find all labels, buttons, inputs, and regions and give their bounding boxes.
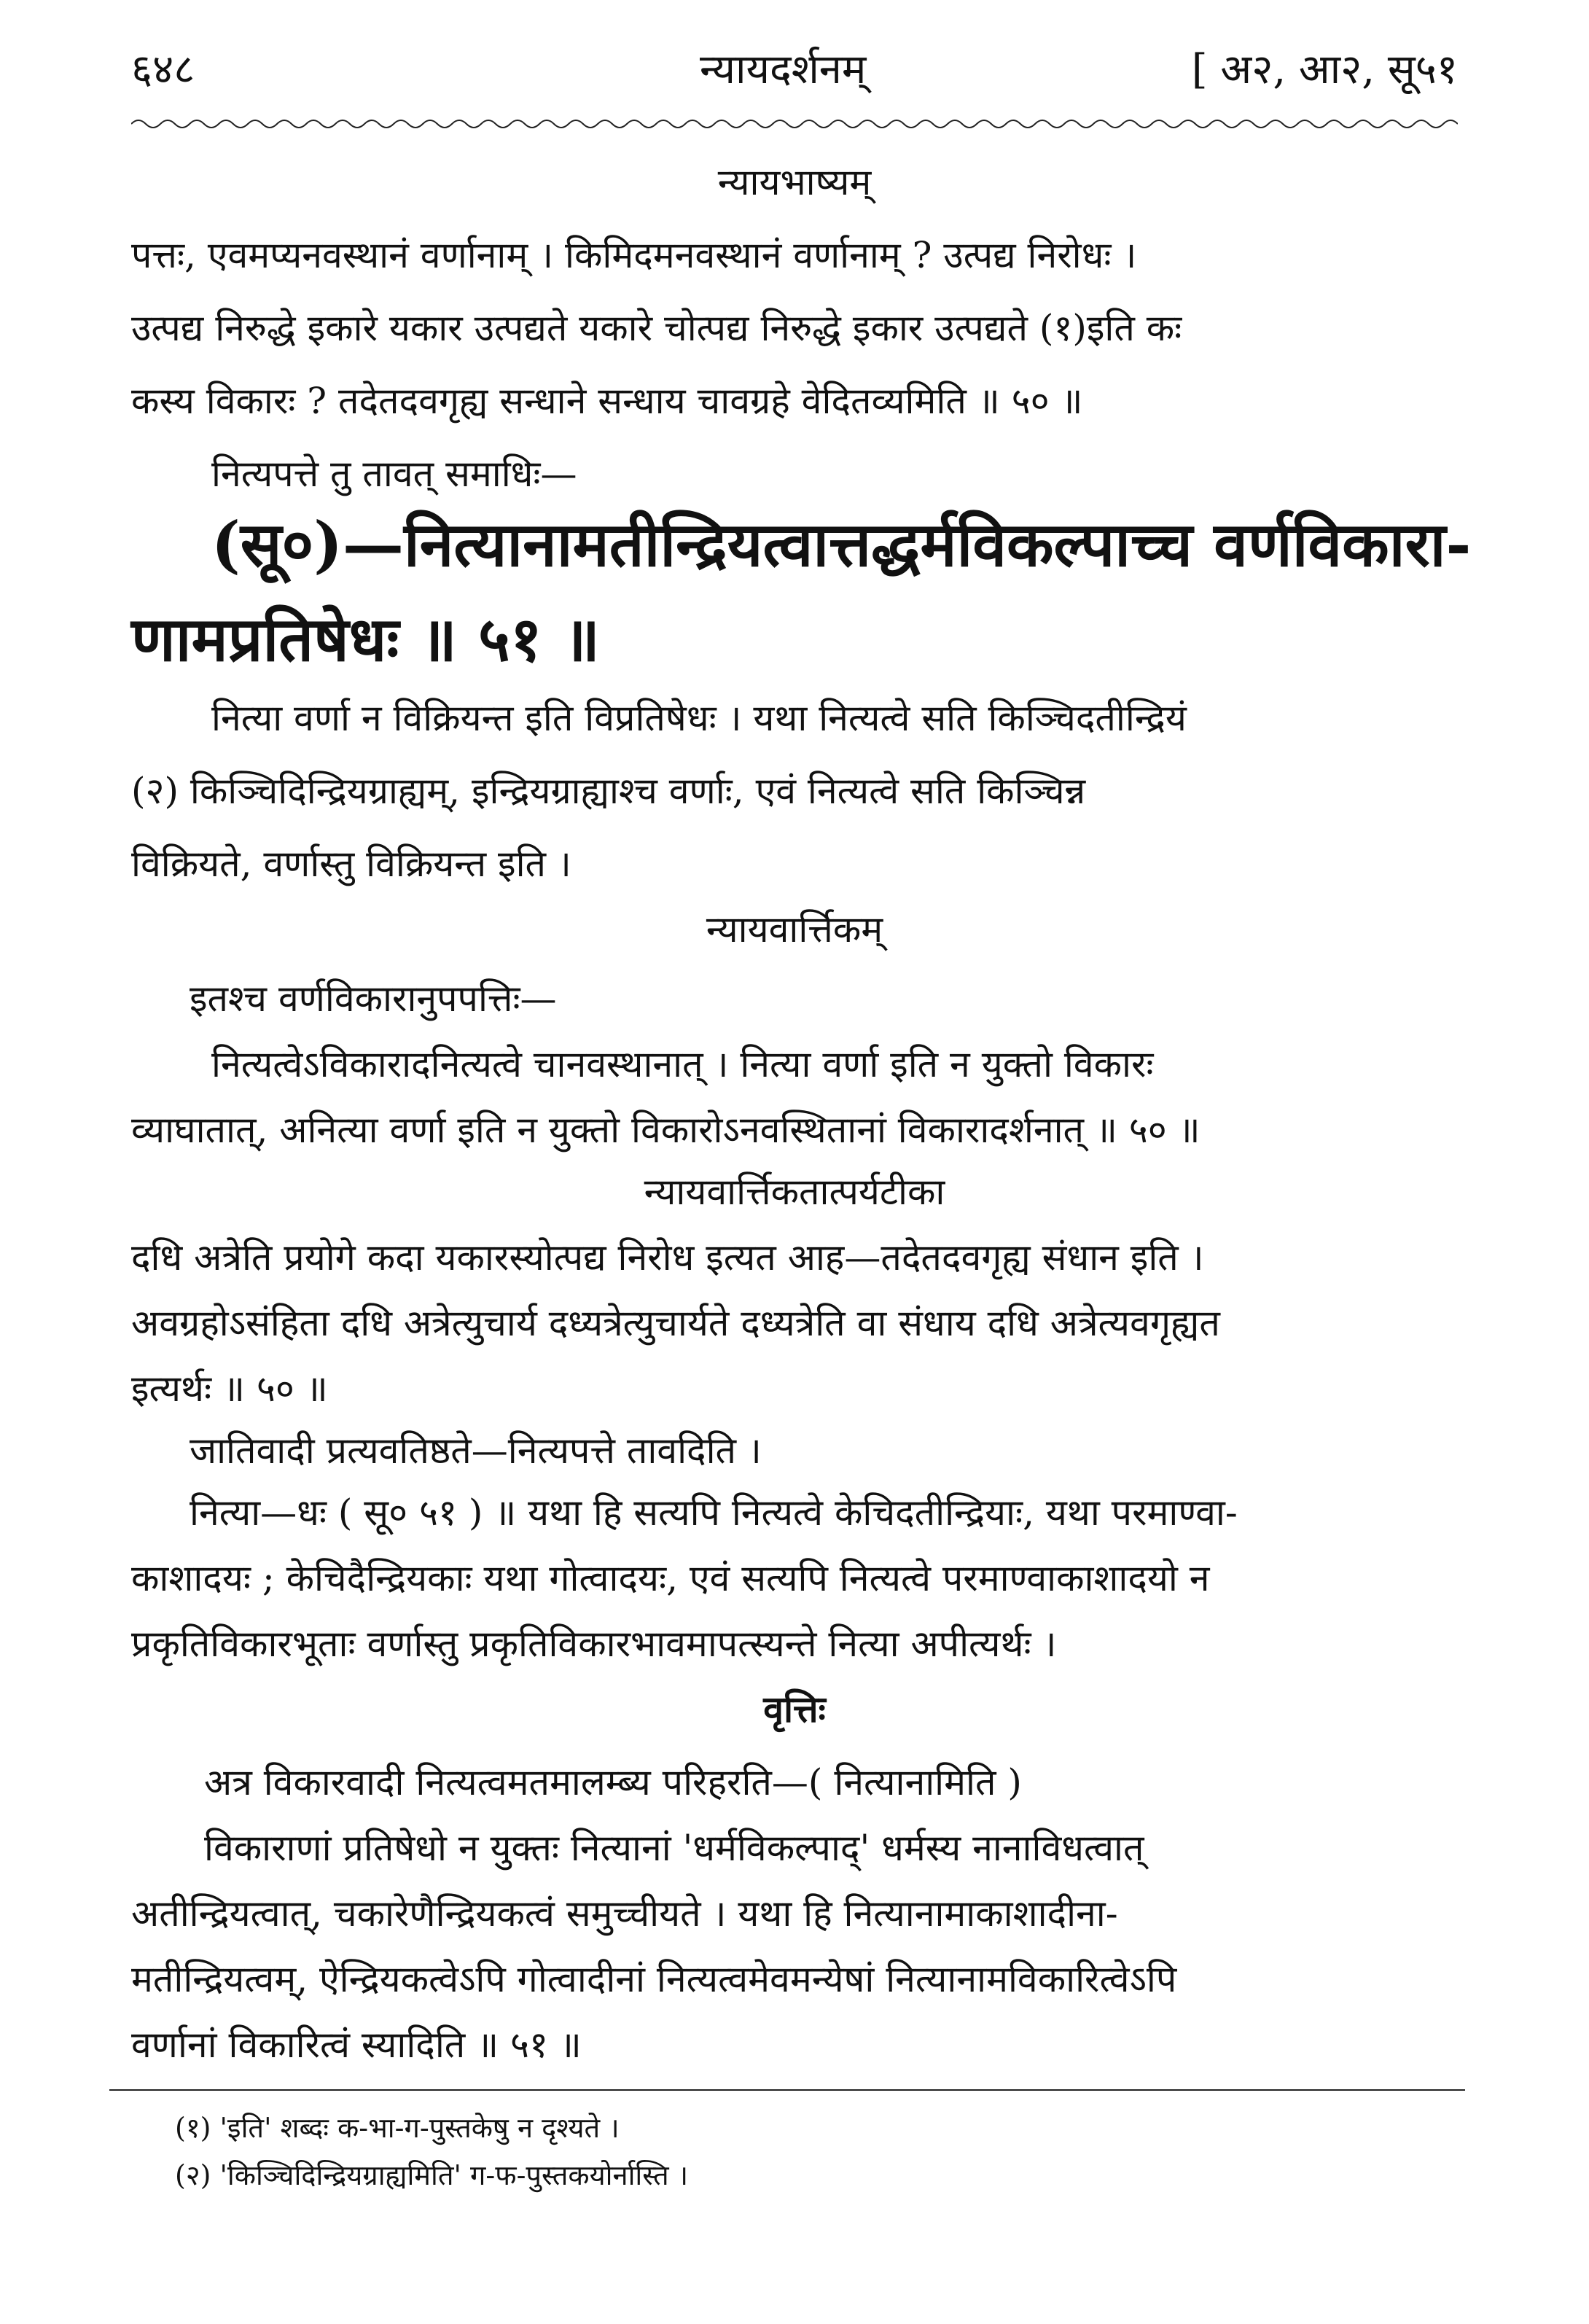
footnote: (२) 'किञ्चिदिन्द्रियग्राह्यमिति' ग-फ-पुस्तकयोर्नास्ति । [175,2159,689,2191]
text-line: कस्य विकारः ? तदेतदवगृह्य सन्धाने सन्धाय चावग्रहे वेदितव्यमिति ॥ ५० ॥ [131,380,1083,422]
heading-nyayavarttikam: न्यायवार्त्तिकम् [706,908,883,951]
text-line: इतश्च वर्णविकारानुपपत्तिः— [190,978,557,1020]
section-reference: [ अ२, आ२, सू५१ [1191,46,1458,93]
page-number: ६४८ [131,46,195,93]
sutra-line: णामप्रतिषेधः ॥ ५१ ॥ [131,603,601,675]
text-line: इत्यर्थः ॥ ५० ॥ [131,1368,328,1410]
footnote-rule [109,2089,1465,2091]
heading-tatparyatika: न्यायवार्त्तिकतात्पर्यटीका [644,1171,945,1213]
text-line: दधि अत्रेति प्रयोगे कदा यकारस्योत्पद्य निरोध इत्यत आह—तदेतदवगृह्य संधान इति । [131,1236,1204,1279]
text-line: नित्यपत्ते तु तावत् समाधिः— [211,453,577,495]
text-line: विकाराणां प्रतिषेधो न युक्तः नित्यानां 'धर्मविकल्पाद्' धर्मस्य नानाविधत्वात् [204,1827,1144,1869]
sutra-line: (सू०)—नित्यानामतीन्द्रियत्वात्तद्धर्मविकल्पाच्च वर्णविकारा- [211,508,1472,580]
running-title: न्यायदर्शनम् [700,46,867,93]
text-line: पत्तः, एवमप्यनवस्थानं वर्णानाम् । किमिदमनवस्थानं वर्णानाम् ? उत्पद्य निरोधः । [131,234,1137,276]
text-line: मतीन्द्रियत्वम्, ऐन्द्रियकत्वेऽपि गोत्वादीनां नित्यत्वमेवमन्येषां नित्यानामविकारित्वेऽपि [131,1958,1177,2000]
text-line: अतीन्द्रियत्वात्, चकारेणैन्द्रियकत्वं समुच्चीयते । यथा हि नित्यानामाकाशादीना- [131,1892,1118,1935]
text-line: व्याघातात्, अनित्या वर्णा इति न युक्तो विकारोऽनवस्थितानां विकारादर्शनात् ॥ ५० ॥ [131,1109,1200,1151]
text-line: नित्या वर्णा न विक्रियन्त इति विप्रतिषेधः । यथा नित्यत्वे सति किञ्चिदतीन्द्रियं [211,697,1187,739]
text-line: जातिवादी प्रत्यवतिष्ठते—नित्यपत्ते तावदिति । [190,1430,762,1472]
heading-nyayabhashyam: न्यायभाष्यम् [717,161,872,203]
text-line: उत्पद्य निरुद्धे इकारे यकार उत्पद्यते यकारे चोत्पद्य निरुद्धे इकार उत्पद्यते (१)इति कः [131,307,1182,349]
footnote: (१) 'इति' शब्दः क-भा-ग-पुस्तकेषु न दृश्यते । [175,2112,620,2144]
text-line: अवग्रहोऽसंहिता दधि अत्रेत्युचार्य दध्यत्रेत्युचार्यते दध्यत्रेति वा संधाय दधि अत्रेत्यवगृह्यत [131,1302,1220,1344]
header-wavy-rule [131,117,1458,131]
text-line: नित्या—धः ( सू० ५१ ) ॥ यथा हि सत्यपि नित्यत्वे केचिदतीन्द्रियाः, यथा परमाण्वा- [190,1492,1238,1534]
text-line: वर्णानां विकारित्वं स्यादिति ॥ ५१ ॥ [131,2024,582,2066]
text-line: अत्र विकारवादी नित्यत्वमतमालम्ब्य परिहरति—( नित्यानामिति ) [204,1761,1022,1804]
text-line: प्रकृतिविकारभूताः वर्णास्तु प्रकृतिविकारभावमापत्स्यन्ते नित्या अपीत्यर्थः । [131,1623,1057,1665]
text-line: (२) किञ्चिदिन्द्रियग्राह्यम्, इन्द्रियग्राह्याश्च वर्णाः, एवं नित्यत्वे सति किञ्चिन्न [131,770,1086,812]
page-header [131,40,1458,106]
text-line: नित्यत्वेऽविकारादनित्यत्वे चानवस्थानात् । नित्या वर्णा इति न युक्तो विकारः [211,1043,1154,1085]
text-line: काशादयः ; केचिदैन्द्रियकाः यथा गोत्वादयः, एवं सत्यपि नित्यत्वे परमाण्वाकाशादयो न [131,1557,1210,1599]
heading-vrittih: वृत्तिः [763,1688,826,1731]
text-line: विक्रियते, वर्णास्तु विक्रियन्त इति । [131,843,571,885]
